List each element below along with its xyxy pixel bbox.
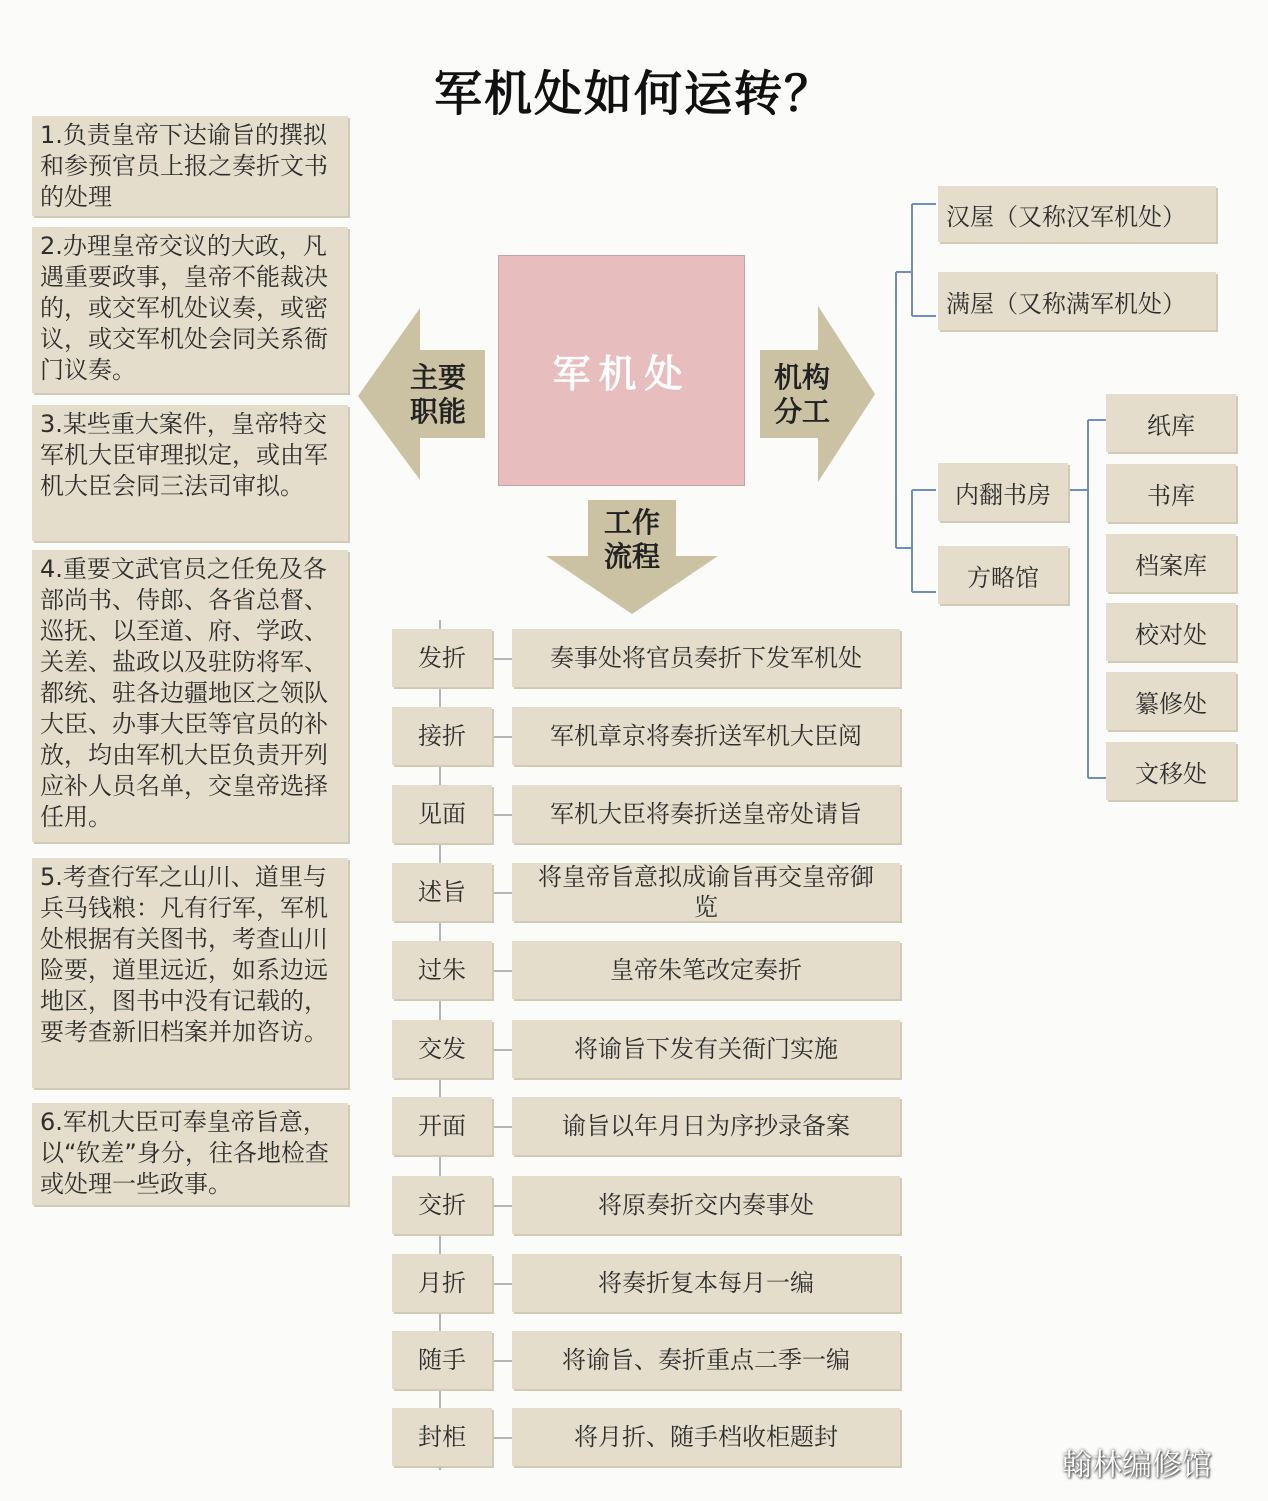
workflow-step-label: 交折 bbox=[392, 1176, 492, 1234]
workflow-step-label: 交发 bbox=[392, 1020, 492, 1078]
workflow-step-desc: 将谕旨下发有关衙门实施 bbox=[512, 1020, 900, 1078]
workflow-step-desc: 军机章京将奏折送军机大臣阅 bbox=[512, 707, 900, 765]
workflow-step-desc: 将奏折复本每月一编 bbox=[512, 1254, 900, 1312]
watermark: 翰林编修馆 bbox=[1062, 1448, 1212, 1483]
org-sub-office: 校对处 bbox=[1106, 603, 1236, 661]
workflow-arrow-label-line2: 流程 bbox=[603, 540, 660, 573]
org-house: 满屋（又称满军机处） bbox=[938, 272, 1216, 330]
workflow-step-desc: 将原奏折交内奏事处 bbox=[512, 1176, 900, 1234]
org-sub-office: 纸库 bbox=[1106, 394, 1236, 452]
workflow-arrow-label bbox=[593, 506, 671, 574]
workflow-step-label: 月折 bbox=[392, 1254, 492, 1312]
workflow-ticks bbox=[492, 659, 512, 1438]
function-item: 2.办理皇帝交议的大政，凡遇重要政事，皇帝不能裁决的，或交军机处议奏，或密议，或交军机处会同关系衙门议奏。 bbox=[32, 227, 348, 393]
functions-arrow-label-line2: 职能 bbox=[409, 395, 466, 428]
workflow-step-desc: 谕旨以年月日为序抄录备案 bbox=[512, 1097, 900, 1155]
workflow-step-label: 封柜 bbox=[392, 1408, 492, 1466]
workflow-step-label: 开面 bbox=[392, 1097, 492, 1155]
org-sub-office: 档案库 bbox=[1106, 534, 1236, 592]
workflow-arrow-label-line1: 工作 bbox=[603, 506, 660, 539]
workflow-step-label: 发折 bbox=[392, 629, 492, 687]
workflow-step-label: 过朱 bbox=[392, 941, 492, 999]
organization-arrow-label-line2: 分工 bbox=[773, 395, 830, 428]
function-item: 3.某些重大案件，皇帝特交军机大臣审理拟定，或由军机大臣会同三法司审拟。 bbox=[32, 405, 348, 541]
workflow-step-desc: 皇帝朱笔改定奏折 bbox=[512, 941, 900, 999]
org-sub-office: 文移处 bbox=[1106, 742, 1236, 800]
functions-arrow-label-line1: 主要 bbox=[409, 361, 466, 394]
org-office: 方略馆 bbox=[938, 546, 1068, 604]
workflow-step-desc: 将月折、随手档收柜题封 bbox=[512, 1408, 900, 1466]
org-sub-office: 纂修处 bbox=[1106, 672, 1236, 730]
function-item: 5.考查行军之山川、道里与兵马钱粮：凡有行军，军机处根据有关图书，考查山川险要，道里远近，如系边远地区，图书中没有记载的，要考查新旧档案并加咨访。 bbox=[32, 858, 348, 1088]
workflow-step-label: 随手 bbox=[392, 1331, 492, 1389]
organization-arrow-label-line1: 机构 bbox=[773, 361, 830, 394]
workflow-step-label: 见面 bbox=[392, 785, 492, 843]
workflow-step-label: 接折 bbox=[392, 707, 492, 765]
functions-arrow-label bbox=[400, 361, 476, 429]
org-sub-office: 书库 bbox=[1106, 464, 1236, 522]
center-node: 军机处 bbox=[498, 255, 745, 486]
function-item: 6.军机大臣可奉皇帝旨意，以“钦差”身分，往各地检查或处理一些政事。 bbox=[32, 1103, 348, 1205]
workflow-step-label: 述旨 bbox=[392, 863, 492, 921]
page-title: 军机处如何运转？ bbox=[433, 66, 834, 122]
organization-arrow-label bbox=[764, 361, 840, 429]
function-item: 4.重要文武官员之任免及各部尚书、侍郎、各省总督、巡抚、以至道、府、学政、关差、盐政以及驻防将军、都统、驻各边疆地区之领队大臣、办事大臣等官员的补放，均由军机大臣负责开列应补人员名单，交皇帝选择任用。 bbox=[32, 550, 348, 842]
function-item: 1.负责皇帝下达谕旨的撰拟和参预官员上报之奏折文书的处理 bbox=[32, 116, 348, 216]
workflow-step-desc: 将谕旨、奏折重点二季一编 bbox=[512, 1331, 900, 1389]
workflow-step-desc: 奏事处将官员奏折下发军机处 bbox=[512, 629, 900, 687]
org-office: 内翻书房 bbox=[938, 463, 1068, 521]
workflow-step-desc: 将皇帝旨意拟成谕旨再交皇帝御览 bbox=[512, 863, 900, 921]
org-house: 汉屋（又称汉军机处） bbox=[938, 186, 1216, 242]
workflow-step-desc: 军机大臣将奏折送皇帝处请旨 bbox=[512, 785, 900, 843]
